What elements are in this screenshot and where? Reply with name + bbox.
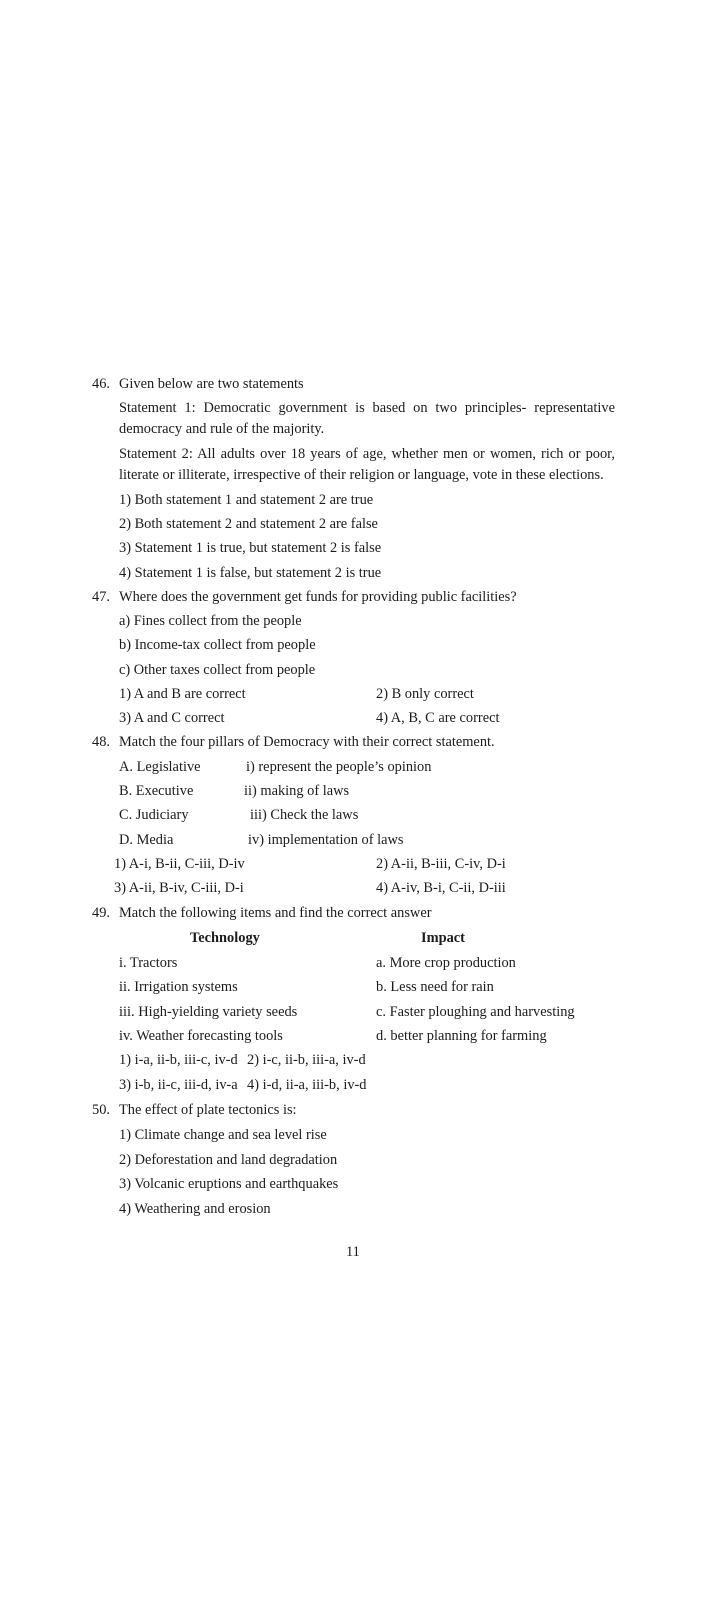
statement-2: Statement 2: All adults over 18 years of age, whether men or women, rich or poor, literate or illiterate, irrespective of their religion or language, vote in these elections. [119, 446, 615, 483]
option-1: 1) i-a, ii-b, iii-c, iv-d [119, 1052, 238, 1068]
column-header-technology: Technology [190, 930, 260, 946]
question-number: 49. [92, 905, 110, 921]
question-number: 50. [92, 1102, 110, 1118]
technology-i: i. Tractors [119, 955, 178, 971]
pillar-a: A. Legislative [119, 759, 201, 775]
technology-iv: iv. Weather forecasting tools [119, 1028, 283, 1044]
option-4: 4) A-iv, B-i, C-ii, D-iii [376, 880, 506, 896]
impact-b: b. Less need for rain [376, 979, 494, 995]
item-b: b) Income-tax collect from people [119, 637, 316, 653]
option-4: 4) Weathering and erosion [119, 1201, 271, 1217]
column-header-impact: Impact [421, 930, 465, 946]
option-3: 3) A-ii, B-iv, C-iii, D-i [114, 880, 244, 896]
statement-i: i) represent the people’s opinion [246, 759, 432, 775]
option-3: 3) Statement 1 is true, but statement 2 is false [119, 540, 382, 556]
question-text: Match the following items and find the correct answer [119, 905, 432, 921]
option-4: 4) i-d, ii-a, iii-b, iv-d [247, 1077, 367, 1093]
option-1: 1) A-i, B-ii, C-iii, D-iv [114, 856, 245, 872]
statement-iii: iii) Check the laws [250, 807, 359, 823]
option-3: 3) i-b, ii-c, iii-d, iv-a [119, 1077, 238, 1093]
question-number: 47. [92, 589, 110, 605]
question-text: The effect of plate tectonics is: [119, 1102, 297, 1118]
option-4: 4) Statement 1 is false, but statement 2 is true [119, 565, 382, 581]
option-2: 2) Both statement 2 and statement 2 are false [119, 516, 378, 532]
option-2: 2) A-ii, B-iii, C-iv, D-i [376, 856, 506, 872]
technology-iii: iii. High-yielding variety seeds [119, 1004, 298, 1020]
statement-ii: ii) making of laws [244, 783, 350, 799]
impact-c: c. Faster ploughing and harvesting [376, 1004, 575, 1020]
impact-a: a. More crop production [376, 955, 516, 971]
question-text: Given below are two statements [119, 376, 304, 392]
option-2: 2) Deforestation and land degradation [119, 1152, 338, 1168]
option-1: 1) A and B are correct [119, 686, 246, 702]
question-text: Match the four pillars of Democracy with their correct statement. [119, 734, 495, 750]
pillar-c: C. Judiciary [119, 807, 189, 823]
option-1: 1) Climate change and sea level rise [119, 1127, 327, 1143]
pillar-d: D. Media [119, 832, 174, 848]
technology-ii: ii. Irrigation systems [119, 979, 238, 995]
option-2: 2) B only correct [376, 686, 474, 702]
statement-1: Statement 1: Democratic government is based on two principles- representative democracy and rule of the majority. [119, 400, 615, 437]
pillar-b: B. Executive [119, 783, 194, 799]
item-c: c) Other taxes collect from people [119, 662, 316, 678]
option-1: 1) Both statement 1 and statement 2 are true [119, 492, 374, 508]
page-number: 11 [346, 1244, 360, 1260]
option-3: 3) Volcanic eruptions and earthquakes [119, 1176, 339, 1192]
statement-iv: iv) implementation of laws [248, 832, 404, 848]
question-number: 48. [92, 734, 110, 750]
question-text: Where does the government get funds for providing public facilities? [119, 589, 517, 605]
option-4: 4) A, B, C are correct [376, 710, 500, 726]
option-2: 2) i-c, ii-b, iii-a, iv-d [247, 1052, 366, 1068]
impact-d: d. better planning for farming [376, 1028, 547, 1044]
question-number: 46. [92, 376, 110, 392]
item-a: a) Fines collect from the people [119, 613, 302, 629]
option-3: 3) A and C correct [119, 710, 225, 726]
